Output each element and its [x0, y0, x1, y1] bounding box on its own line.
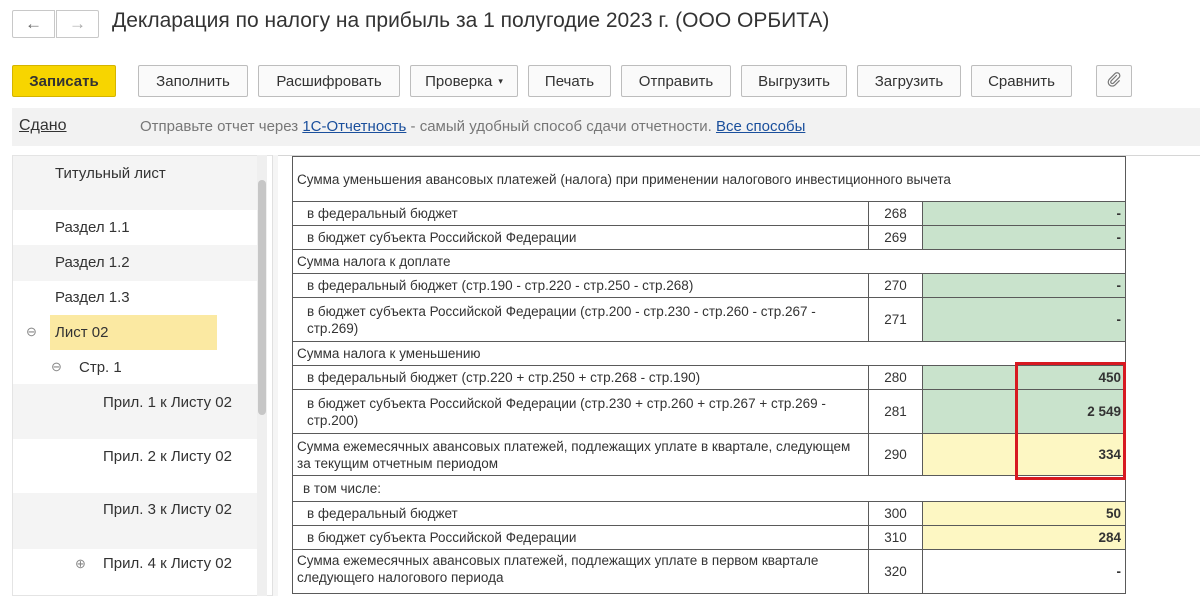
tree-item-page-1[interactable]: Стр. 1 — [79, 359, 122, 376]
table-row — [293, 157, 1126, 202]
print-button[interactable]: Печать — [528, 65, 611, 97]
row-label: в федеральный бюджет (стр.220 + стр.250 + стр.268 - стр.190) — [293, 366, 869, 390]
row-code: 290 — [869, 434, 923, 476]
table-row — [293, 550, 1126, 594]
row-label: в бюджет субъекта Российской Федерации — [293, 526, 869, 550]
tree-item-appendix-1[interactable]: Прил. 1 к Листу 02 — [103, 394, 232, 411]
tree-band — [13, 245, 258, 281]
export-button[interactable]: Выгрузить — [741, 65, 847, 97]
row-code: 270 — [869, 274, 923, 298]
info-text-before: Отправьте отчет через — [140, 118, 303, 135]
tree-item-section-1-2[interactable]: Раздел 1.2 — [55, 254, 130, 271]
service-link[interactable]: 1С-Отчетность — [302, 118, 407, 135]
row-label: в бюджет субъекта Российской Федерации — [293, 226, 869, 250]
table-row — [293, 342, 1126, 366]
row-label: в федеральный бюджет — [293, 502, 869, 526]
row-label: Сумма налога к доплате — [293, 250, 1126, 274]
table-row — [293, 526, 1126, 550]
attach-button[interactable] — [1096, 65, 1132, 97]
row-label: в федеральный бюджет — [293, 202, 869, 226]
forward-button[interactable] — [56, 10, 99, 38]
row-code: 269 — [869, 226, 923, 250]
value-cell[interactable]: - — [923, 298, 1126, 342]
row-label: Сумма ежемесячных авансовых платежей, подлежащих уплате в квартале, следующем за текущим отчетным периодом — [293, 434, 869, 476]
tree-item-section-1-1[interactable]: Раздел 1.1 — [55, 219, 130, 236]
value-cell[interactable]: - — [923, 202, 1126, 226]
arrow-right-icon: → — [69, 14, 86, 33]
row-label: Сумма ежемесячных авансовых платежей, подлежащих уплате в первом квартале следующего налогового периода — [293, 550, 869, 594]
row-code: 320 — [869, 550, 923, 594]
collapse-icon[interactable]: ⊖ — [51, 359, 62, 374]
all-methods-link[interactable]: Все способы — [715, 118, 806, 135]
check-dropdown[interactable] — [410, 65, 518, 97]
value-cell[interactable]: 450 — [923, 366, 1126, 390]
expand-icon[interactable]: ⊕ — [75, 556, 86, 571]
table-row — [293, 202, 1126, 226]
row-label: в том числе: — [293, 476, 1126, 502]
collapse-icon[interactable]: ⊖ — [26, 324, 37, 339]
sidebar-scrollbar[interactable] — [257, 155, 267, 596]
value-cell[interactable]: - — [923, 274, 1126, 298]
table-row — [293, 390, 1126, 434]
fill-button[interactable]: Заполнить — [138, 65, 248, 97]
value-cell[interactable]: - — [923, 226, 1126, 250]
info-message — [140, 118, 805, 135]
row-code: 280 — [869, 366, 923, 390]
table-row — [293, 250, 1126, 274]
row-label: в бюджет субъекта Российской Федерации (стр.200 - стр.230 - стр.260 - стр.267 - стр.269) — [293, 298, 869, 342]
chevron-down-icon: ▾ — [498, 75, 503, 86]
paperclip-icon — [1106, 71, 1122, 91]
info-text-after: - самый удобный способ сдачи отчетности. — [406, 118, 716, 135]
value-cell[interactable]: 284 — [923, 526, 1126, 550]
arrow-left-icon: ← — [25, 14, 42, 33]
import-button[interactable]: Загрузить — [857, 65, 961, 97]
tree-item-section-1-3[interactable]: Раздел 1.3 — [55, 289, 130, 306]
value-cell[interactable]: 50 — [923, 502, 1126, 526]
table-row — [293, 274, 1126, 298]
row-label: в федеральный бюджет (стр.190 - стр.220 - стр.250 - стр.268) — [293, 274, 869, 298]
table-row — [293, 366, 1126, 390]
back-button[interactable] — [12, 10, 55, 38]
value-cell[interactable]: 334 — [923, 434, 1126, 476]
tree-item-sheet-02[interactable]: Лист 02 — [55, 324, 109, 341]
compare-button[interactable]: Сравнить — [971, 65, 1072, 97]
check-label: Проверка — [425, 72, 493, 90]
tree-item-title-page[interactable]: Титульный лист — [55, 165, 166, 182]
row-code: 300 — [869, 502, 923, 526]
tree-item-appendix-3[interactable]: Прил. 3 к Листу 02 — [103, 501, 232, 518]
row-label: Сумма налога к уменьшению — [293, 342, 1126, 366]
table-row — [293, 298, 1126, 342]
section-tree — [12, 155, 272, 596]
save-button[interactable]: Записать — [12, 65, 116, 97]
table-row — [293, 476, 1126, 502]
status-link[interactable]: Сдано — [19, 117, 67, 134]
row-code: 310 — [869, 526, 923, 550]
declaration-form — [278, 155, 1200, 596]
declaration-table — [292, 156, 1126, 594]
send-button[interactable]: Отправить — [621, 65, 731, 97]
table-row — [293, 226, 1126, 250]
info-bar — [12, 108, 1200, 146]
value-cell[interactable]: - — [923, 550, 1126, 594]
tree-item-appendix-4[interactable]: Прил. 4 к Листу 02 — [103, 555, 232, 572]
row-label: Сумма уменьшения авансовых платежей (налога) при применении налогового инвестиционного вычета — [293, 157, 1126, 202]
row-label: в бюджет субъекта Российской Федерации (стр.230 + стр.260 + стр.267 + стр.269 - стр.200) — [293, 390, 869, 434]
page-title: Декларация по налогу на прибыль за 1 полугодие 2023 г. (ООО ОРБИТА) — [112, 9, 830, 32]
decode-button[interactable]: Расшифровать — [258, 65, 400, 97]
scroll-thumb[interactable] — [258, 180, 266, 415]
tree-item-appendix-2[interactable]: Прил. 2 к Листу 02 — [103, 448, 232, 465]
row-code: 271 — [869, 298, 923, 342]
table-row — [293, 434, 1126, 476]
value-cell[interactable]: 2 549 — [923, 390, 1126, 434]
table-row — [293, 502, 1126, 526]
row-code: 281 — [869, 390, 923, 434]
row-code: 268 — [869, 202, 923, 226]
